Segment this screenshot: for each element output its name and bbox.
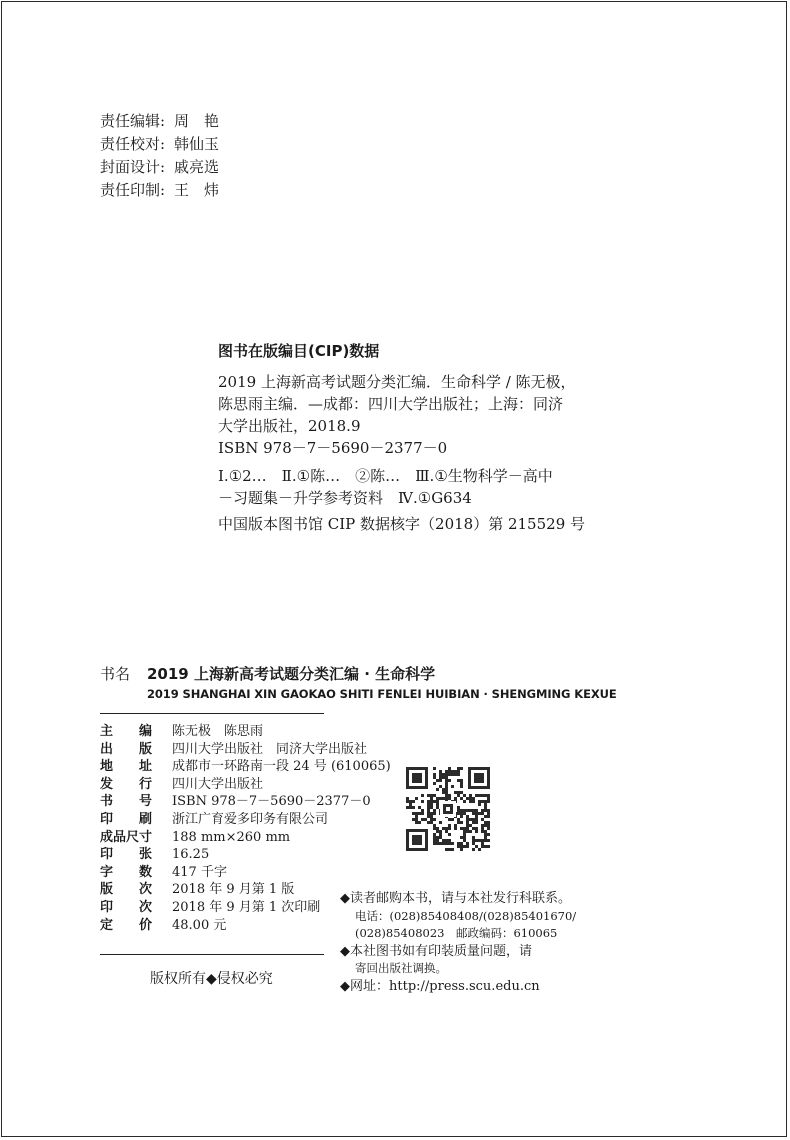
spec-distributor: 发 行 四川大学出版社 (100, 776, 264, 792)
spec-address: 地 址 成都市一环路南一段 24 号 (610065) (100, 759, 391, 775)
cip-line-2: 陈思雨主编．—成都：四川大学出版社；上海：同济 (218, 395, 564, 413)
note-return: 寄回出版社调换。 (355, 961, 447, 976)
spec-impression: 印 次 2018 年 9 月第 1 次印刷 (100, 899, 321, 915)
spec-edition: 版 次 2018 年 9 月第 1 版 (100, 882, 295, 898)
reader-notes (340, 890, 576, 996)
divider-bottom (100, 954, 324, 955)
cip-line-1: 2019 上海新高考试题分类汇编．生命科学 / 陈无极， (218, 373, 576, 391)
cip-title: 图书在版编目(CIP)数据 (218, 342, 380, 360)
book-title: 书名 2019 上海新高考试题分类汇编 · 生命科学 (100, 665, 436, 683)
qr-code (404, 765, 492, 853)
spec-sheets: 印 张 16.25 (100, 847, 210, 863)
spec-printer: 印 刷 浙江广育爱多印务有限公司 (100, 811, 329, 827)
note-postcode: (028)85408023 邮政编码：610065 (355, 926, 558, 941)
spec-editor: 主 编 陈无极 陈思雨 (100, 724, 264, 739)
book-title-block (100, 663, 617, 707)
cip-classification-1: Ⅰ.①2… Ⅱ.①陈… ②陈… Ⅲ.①生物科学－高中 (218, 467, 553, 485)
credit-cover-design: 封面设计: 戚亮选 (100, 158, 220, 176)
note-mail-order: ◆读者邮购本书，请与本社发行科联系。 (340, 891, 571, 906)
editorial-credits (100, 110, 219, 202)
note-phone: 电话：(028)85408408/(028)85401670/ (355, 908, 577, 923)
divider-top (100, 713, 324, 714)
note-website: ◆网址：http://press.scu.edu.cn (340, 978, 540, 994)
copyright-notice: 版权所有◆侵权必究 (150, 971, 273, 987)
spec-price: 定 价 48.00 元 (100, 917, 227, 933)
cip-classification-2: －习题集－升学参考资料 Ⅳ.①G634 (218, 489, 472, 507)
cip-block (218, 340, 585, 535)
credit-printing: 责任印制: 王 炜 (100, 181, 220, 199)
spec-trim-size: 成品尺寸 188 mm×260 mm (100, 829, 291, 845)
credit-proofreader: 责任校对: 韩仙玉 (100, 135, 220, 153)
book-pinyin: 2019 SHANGHAI XIN GAOKAO SHITI FENLEI HUIBIAN · SHENGMING KEXUE (147, 687, 617, 701)
note-quality: ◆本社图书如有印装质量问题，请 (340, 943, 532, 959)
spec-publisher: 出 版 四川大学出版社 同济大学出版社 (100, 741, 368, 757)
spec-word-count: 字 数 417 千字 (100, 864, 227, 880)
book-title-label: 书名 (100, 665, 131, 683)
cip-record-number: 中国版本图书馆 CIP 数据核字（2018）第 215529 号 (218, 515, 586, 533)
cip-isbn: ISBN 978－7－5690－2377－0 (218, 439, 448, 457)
spec-isbn: 书 号 ISBN 978－7－5690－2377－0 (100, 794, 371, 810)
credit-editor: 责任编辑: 周 艳 (100, 112, 220, 130)
cip-line-3: 大学出版社，2018.9 (218, 417, 361, 435)
